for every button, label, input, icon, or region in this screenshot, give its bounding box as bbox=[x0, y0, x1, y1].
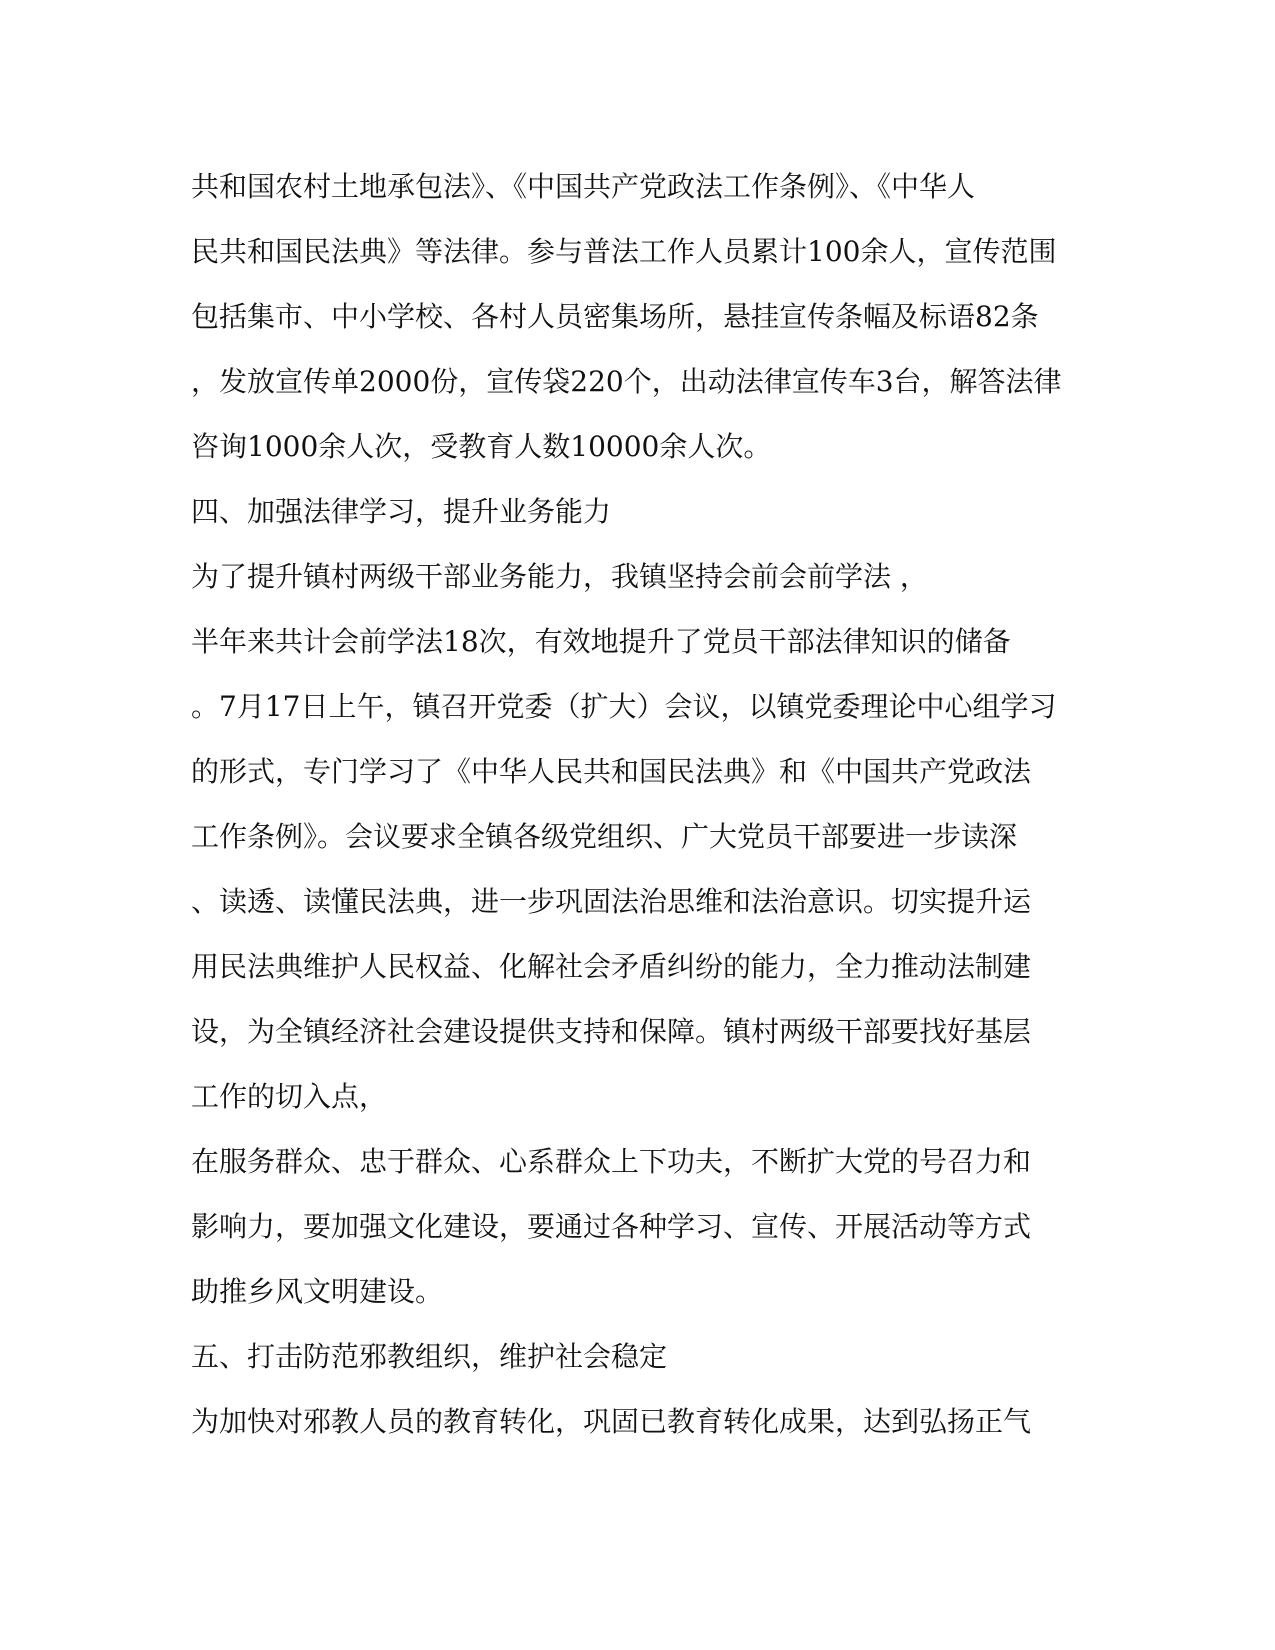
text-line: 设，为全镇经济社会建设提供支持和保障。镇村两级干部要找好基层 bbox=[191, 1015, 1032, 1048]
text-line: 半年来共计会前学法18次，有效地提升了党员干部法律知识的储备 bbox=[191, 625, 1011, 658]
text-line: 咨询1000余人次，受教育人数10000余人次。 bbox=[191, 430, 772, 463]
text-line: 共和国农村土地承包法》、《中国共产党政法工作条例》、《中华人 bbox=[191, 170, 976, 203]
section-heading: 五、打击防范邪教组织，维护社会稳定 bbox=[191, 1340, 668, 1373]
section-heading: 四、加强法律学习，提升业务能力 bbox=[191, 495, 612, 528]
text-line: 民共和国民法典》等法律。参与普法工作人员累计100余人，宣传范围 bbox=[191, 235, 1057, 268]
text-line: 为了提升镇村两级干部业务能力，我镇坚持会前会前学法 ， bbox=[191, 560, 928, 593]
text-line: 工作条例》。会议要求全镇各级党组织、广大党员干部要进一步读深 bbox=[191, 820, 1018, 853]
text-line: ，发放宣传单2000份，宣传袋220个，出动法律宣传车3台，解答法律 bbox=[191, 365, 1062, 398]
text-line: 的形式，专门学习了《中华人民共和国民法典》和《中国共产党政法 bbox=[191, 755, 1032, 788]
text-line: 影响力，要加强文化建设，要通过各种学习、宣传、开展活动等方式 bbox=[191, 1210, 1032, 1243]
text-line: 工作的切入点， bbox=[191, 1080, 388, 1113]
text-line: 助推乡风文明建设。 bbox=[191, 1275, 444, 1308]
text-line: 用民法典维护人民权益、化解社会矛盾纠纷的能力，全力推动法制建 bbox=[191, 950, 1032, 983]
text-line: 。7月17日上午，镇召开党委（扩大）会议，以镇党委理论中心组学习 bbox=[191, 690, 1057, 723]
text-line: 为加快对邪教人员的教育转化，巩固已教育转化成果，达到弘扬正气 bbox=[191, 1405, 1032, 1438]
text-line: 在服务群众、忠于群众、心系群众上下功夫，不断扩大党的号召力和 bbox=[191, 1145, 1032, 1178]
text-line: 包括集市、中小学校、各村人员密集场所，悬挂宣传条幅及标语82条 bbox=[191, 300, 1039, 333]
text-line: 、读透、读懂民法典，进一步巩固法治思维和法治意识。切实提升运 bbox=[191, 885, 1032, 918]
document-body bbox=[191, 154, 1091, 1454]
